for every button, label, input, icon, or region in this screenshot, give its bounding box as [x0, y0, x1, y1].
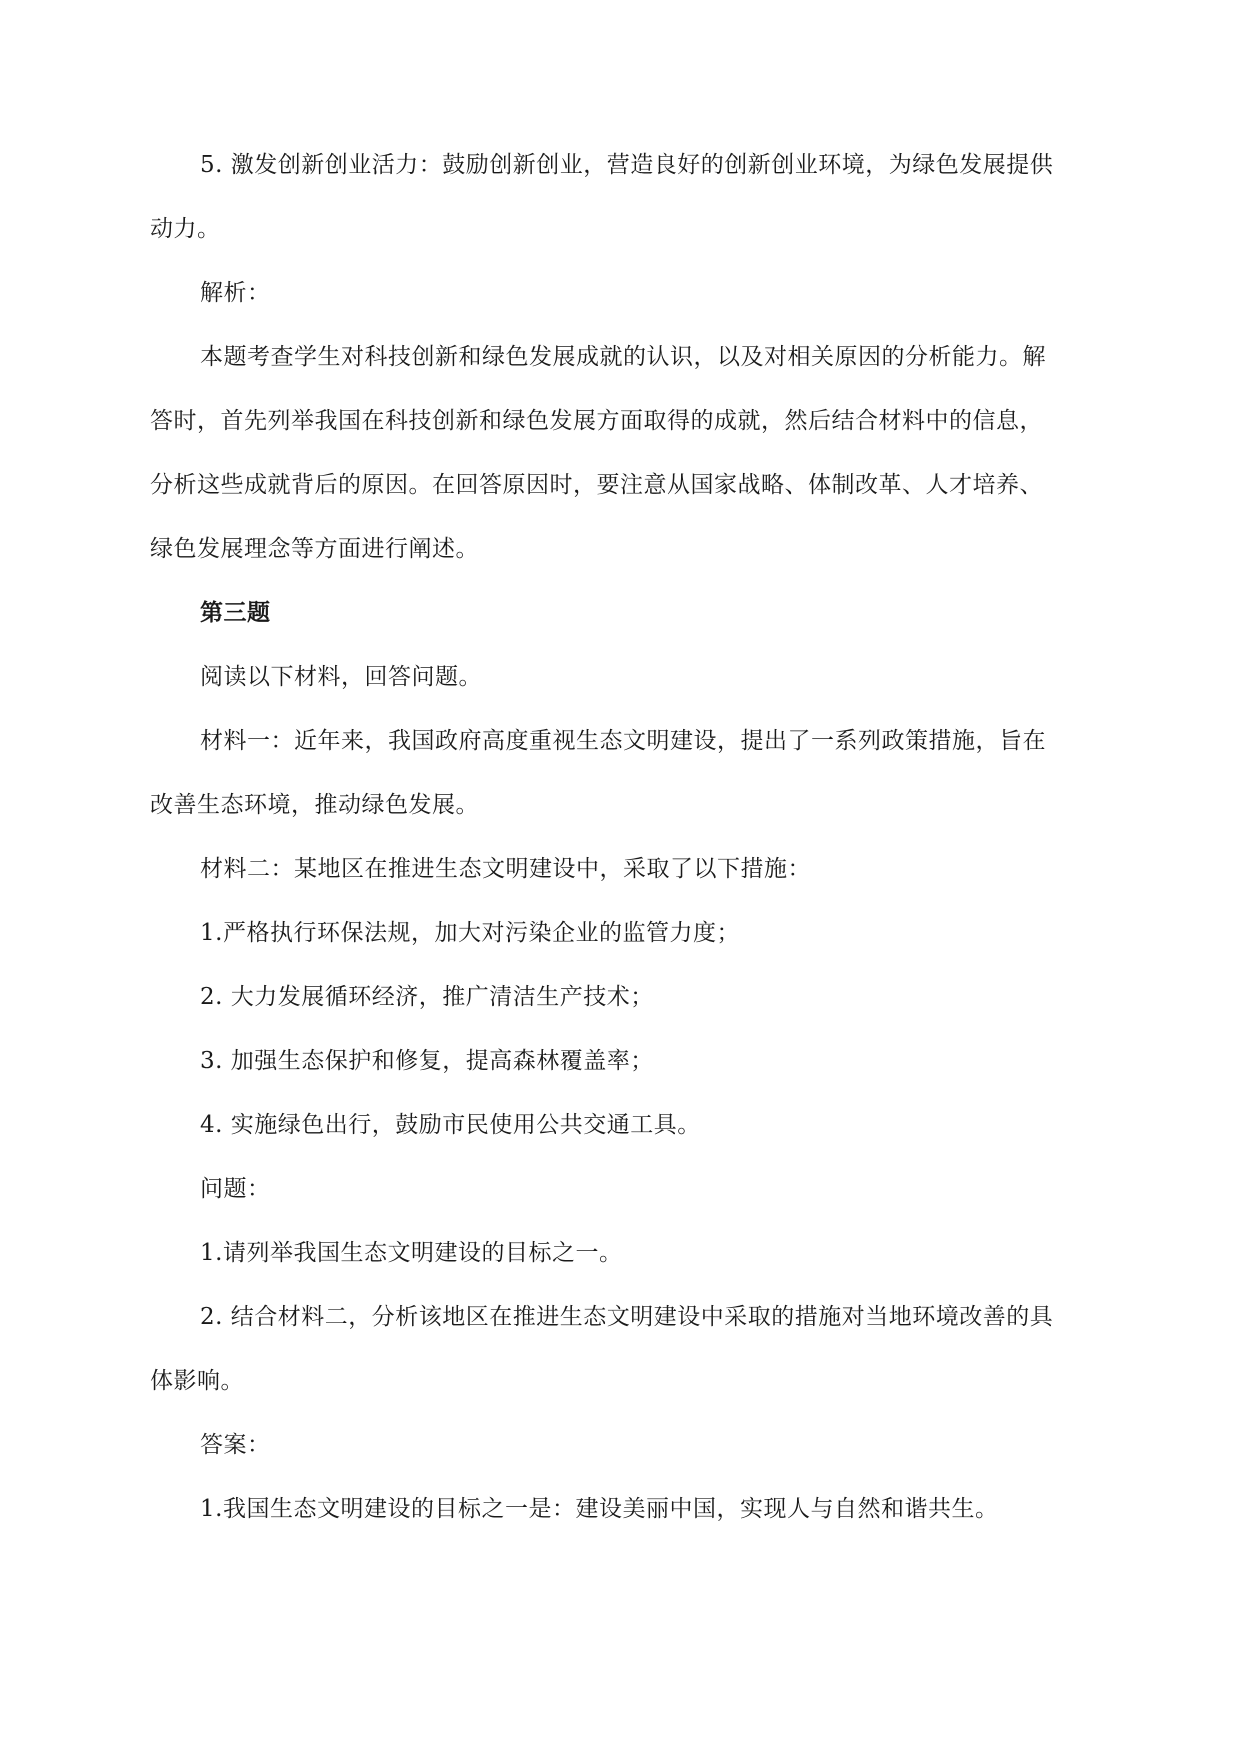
item5-line-1: 5. 激发创新创业活力：鼓励创新创业，营造良好的创新创业环境，为绿色发展提供 [200, 152, 1054, 178]
question-2-line-2: 体影响。 [150, 1368, 244, 1394]
measure-3: 3. 加强生态保护和修复，提高森林覆盖率； [200, 1048, 654, 1074]
instruction: 阅读以下材料，回答问题。 [200, 664, 482, 690]
material2-intro: 材料二：某地区在推进生态文明建设中，采取了以下措施： [200, 856, 811, 882]
question-label: 问题： [200, 1176, 271, 1202]
measure-2: 2. 大力发展循环经济，推广清洁生产技术； [200, 984, 654, 1010]
measure-4: 4. 实施绿色出行，鼓励市民使用公共交通工具。 [200, 1112, 701, 1138]
section-heading: 第三题 [200, 599, 271, 626]
question-2-line-1: 2. 结合材料二，分析该地区在推进生态文明建设中采取的措施对当地环境改善的具 [200, 1304, 1054, 1330]
analysis-line-2: 答时，首先列举我国在科技创新和绿色发展方面取得的成就，然后结合材料中的信息， [150, 408, 1043, 434]
question-1: 1.请列举我国生态文明建设的目标之一。 [200, 1240, 623, 1266]
answer-1: 1.我国生态文明建设的目标之一是：建设美丽中国，实现人与自然和谐共生。 [200, 1496, 999, 1522]
analysis-line-1: 本题考查学生对科技创新和绿色发展成就的认识，以及对相关原因的分析能力。解 [200, 344, 1046, 370]
answer-label: 答案： [200, 1432, 271, 1458]
analysis-line-3: 分析这些成就背后的原因。在回答原因时，要注意从国家战略、体制改革、人才培养、 [150, 472, 1043, 498]
measure-1: 1.严格执行环保法规，加大对污染企业的监管力度； [200, 920, 740, 946]
item5-line-2: 动力。 [150, 216, 221, 242]
material1-line-1: 材料一：近年来，我国政府高度重视生态文明建设，提出了一系列政策措施，旨在 [200, 728, 1046, 754]
analysis-line-4: 绿色发展理念等方面进行阐述。 [150, 536, 479, 562]
material1-line-2: 改善生态环境，推动绿色发展。 [150, 792, 479, 818]
analysis-label: 解析： [200, 280, 271, 306]
